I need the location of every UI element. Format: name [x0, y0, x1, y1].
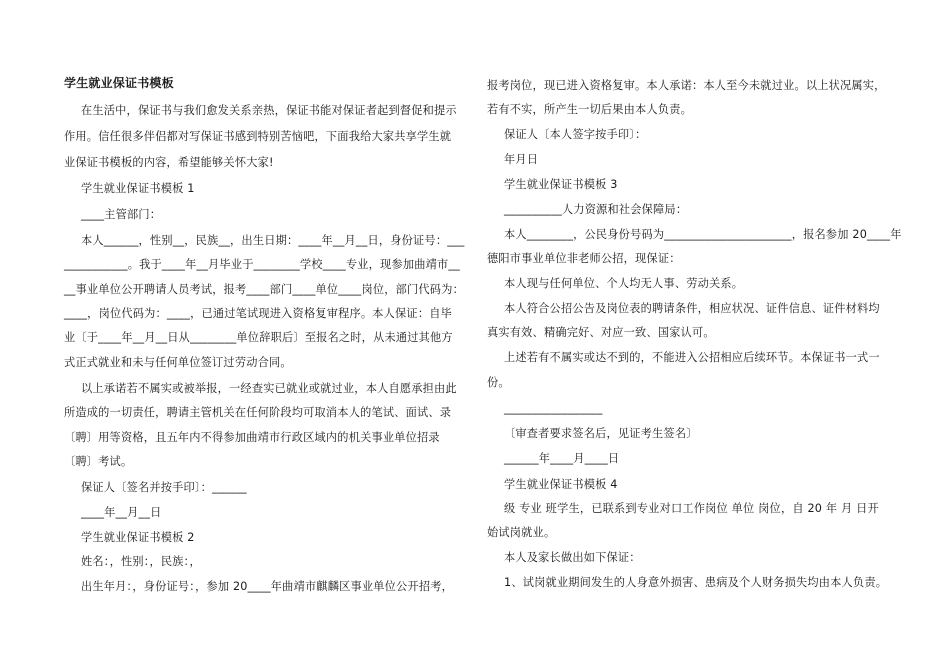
section-heading: 学生就业保证书模板 4: [504, 478, 618, 491]
section-heading: 学生就业保证书模板 2: [81, 531, 195, 544]
text-line: 姓名：，性别：，民族：，: [81, 555, 201, 568]
text-line: 本人及家长做出如下保证：: [504, 551, 641, 564]
text-line: 业〔于____年__月__日从________单位辞职后〕至报名之时，从未通过其他方: [64, 331, 453, 344]
text-line: 本人________，公民身份号码为______________________，报名参加 20____年: [504, 228, 902, 241]
document-title: 学生就业保证书模板: [64, 76, 174, 90]
section-heading: 学生就业保证书模板 3: [504, 178, 618, 191]
section-heading: 学生就业保证书模板 1: [81, 182, 195, 195]
text-line: 在生活中，保证书与我们愈发关系亲热，保证书能对保证者起到督促和提示: [81, 104, 457, 117]
text-line: 以上承诺若不属实或被举报，一经查实已就业或就过业，本人自愿承担由此: [81, 382, 457, 395]
text-line: 业保证书模板的内容，希望能够关怀大家!: [64, 156, 274, 169]
text-line: 出生年月：，身份证号：，参加 20____年曲靖市麒麟区事业单位公开招考，: [81, 580, 453, 593]
text-line: ___________。我于____年__月毕业于________学校____专业，现参加曲靖市__: [64, 258, 460, 271]
text-line: __事业单位公开聘请人员考试，报考____部门____单位____岗位，部门代码为：: [64, 283, 464, 296]
signature-line: 保证人〔签名并按手印〕：______: [81, 481, 247, 494]
date-line: ______年____月____日: [504, 452, 620, 465]
date-line: 年月日: [504, 153, 539, 166]
text-line: 本人现与任何单位、个人均无人事、劳动关系。: [504, 277, 744, 290]
text-line: 1、试岗就业期间发生的人身意外损害、患病及个人财务损失均由本人负责。: [504, 576, 888, 589]
text-line: 作用。信任很多伴侣都对写保证书感到特别苦恼吧，下面我给大家共享学生就: [64, 130, 452, 143]
text-line: 上述若有不属实或达不到的，不能进入公招相应后续环节。本保证书一式一: [504, 351, 880, 364]
text-line: 真实有效、精确完好、对应一致、国家认可。: [487, 326, 715, 339]
signature-line: _________________: [504, 402, 603, 415]
text-line: 所造成的一切责任，聘请主管机关在任何阶段均可取消本人的笔试、面试、录: [64, 406, 452, 419]
text-line: 若有不实，所产生一切后果由本人负责。: [487, 103, 692, 116]
text-line: ____，岗位代码为：____，已通过笔试现进入资格复审程序。本人保证：自毕: [64, 307, 452, 320]
text-line: 〔聘〕用等资格，且五年内不得参加曲靖市行政区域内的机关事业单位招录: [64, 431, 440, 444]
text-line: 份。: [487, 376, 510, 389]
text-line: 德阳市事业单位非老师公招，现保证：: [487, 252, 681, 265]
text-line: ____主管部门：: [81, 208, 162, 221]
text-line: 〔聘〕考试。: [64, 455, 133, 468]
text-line: 式正式就业和未与任何单位签订过劳动合同。: [64, 356, 292, 369]
text-line: 本人符合公招公告及岗位表的聘请条件，相应状况、证件信息、证件材料均: [504, 302, 880, 315]
text-line: 本人______，性别__，民族__，出生日期：____年__月__日，身份证号：___: [81, 234, 465, 247]
text-line: 始试岗就业。: [487, 526, 556, 539]
text-line: 〔审查者要求签名后，见证考生签名〕: [504, 427, 698, 440]
text-line: 级 专业 班学生，已联系到专业对口工作岗位 单位 岗位，自 20 年 月 日开: [504, 502, 879, 515]
signature-line: 保证人〔本人签字按手印〕：: [504, 128, 647, 141]
text-line: __________人力资源和社会保障局：: [504, 203, 688, 216]
text-line: 报考岗位，现已进入资格复审。本人承诺：本人至今未就过业。以上状况属实，: [487, 79, 886, 92]
date-line: ____年__月__日: [81, 506, 162, 519]
